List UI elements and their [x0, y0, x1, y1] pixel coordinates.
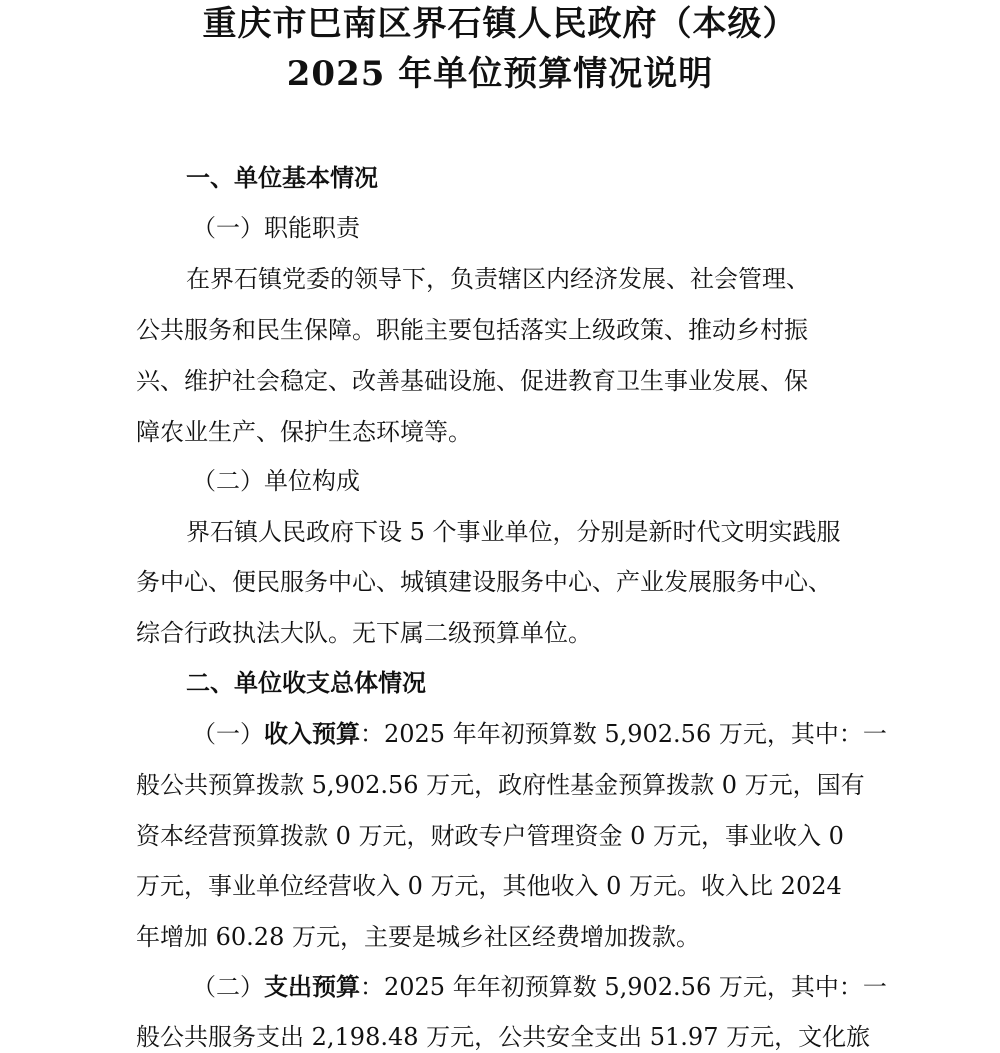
- paragraph-line: 般公共预算拨款 5,902.56 万元，政府性基金预算拨款 0 万元，国有: [136, 771, 865, 799]
- paragraph-line: 务中心、便民服务中心、城镇建设服务中心、产业发展服务中心、: [136, 568, 832, 596]
- paragraph-line: 兴、维护社会稳定、改善基础设施、促进教育卫生事业发展、保: [136, 367, 808, 395]
- document-title-line-1: 重庆市巴南区界石镇人民政府（本级）: [202, 4, 798, 44]
- income-budget-lead: 收入预算: [264, 719, 360, 748]
- paragraph-line: 综合行政执法大队。无下属二级预算单位。: [136, 619, 592, 647]
- subheading-composition: （二）单位构成: [192, 467, 360, 495]
- paragraph-line: 年增加 60.28 万元，主要是城乡社区经费增加拨款。: [136, 923, 700, 951]
- paragraph-line: 界石镇人民政府下设 5 个事业单位，分别是新时代文明实践服: [186, 518, 841, 546]
- paragraph-line: [192, 972, 887, 1002]
- paragraph-line: 般公共服务支出 2,198.48 万元，公共安全支出 51.97 万元，文化旅: [136, 1023, 871, 1051]
- subheading-label: （一）: [192, 720, 264, 748]
- document-title-line-2: 2025 年单位预算情况说明: [286, 54, 714, 94]
- paragraph-text: ：2025 年年初预算数 5,902.56 万元，其中：一: [360, 720, 887, 748]
- subheading-label: （二）: [192, 973, 264, 1001]
- paragraph-line: 在界石镇党委的领导下，负责辖区内经济发展、社会管理、: [186, 265, 810, 293]
- paragraph-line: 公共服务和民生保障。职能主要包括落实上级政策、推动乡村振: [136, 316, 808, 344]
- expenditure-budget-lead: 支出预算: [264, 972, 360, 1001]
- section-heading-basic-info: 一、单位基本情况: [186, 163, 378, 192]
- subheading-functions: （一）职能职责: [192, 214, 360, 242]
- paragraph-line: 资本经营预算拨款 0 万元，财政专户管理资金 0 万元，事业收入 0: [136, 822, 844, 850]
- section-heading-budget-overview: 二、单位收支总体情况: [186, 668, 426, 697]
- paragraph-line: 障农业生产、保护生态环境等。: [136, 418, 472, 446]
- paragraph-line: [192, 719, 887, 749]
- paragraph-text: ：2025 年年初预算数 5,902.56 万元，其中：一: [360, 973, 887, 1001]
- paragraph-line: 万元，事业单位经营收入 0 万元，其他收入 0 万元。收入比 2024: [136, 872, 842, 900]
